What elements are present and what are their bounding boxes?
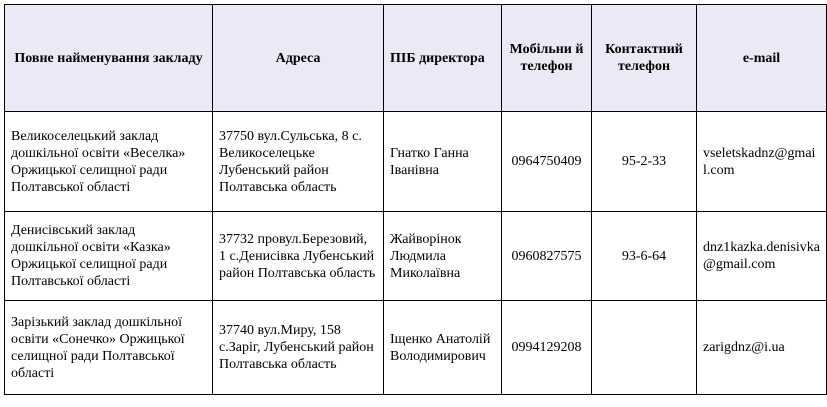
- header-name: Повне найменування закладу: [5, 5, 213, 112]
- cell-address: 37740 вул.Миру, 158 с.Заріг, Лубенський район Полтавська область: [213, 301, 384, 395]
- header-email: e-mail: [697, 5, 827, 112]
- cell-name: Великоселецький заклад дошкільної освіти «Веселка» Оржицької селищної ради Полтавської області: [5, 112, 213, 212]
- cell-director: Іщенко Анатолій Володимирович: [384, 301, 502, 395]
- cell-name: Денисівський заклад дошкільної освіти «Казка» Оржицької селищної ради Полтавської області: [5, 212, 213, 301]
- header-mobile: Мобільни й телефон: [502, 5, 592, 112]
- cell-email: vseletskadnz@gmail.com: [697, 112, 827, 212]
- table-row: [5, 112, 827, 212]
- cell-contact: [592, 301, 697, 395]
- cell-contact: 95-2-33: [592, 112, 697, 212]
- table-row: [5, 212, 827, 301]
- cell-mobile: 0964750409: [502, 112, 592, 212]
- cell-director: Гнатко Ганна Іванівна: [384, 112, 502, 212]
- cell-name: Зарізький заклад дошкільної освіти «Сонечко» Оржицької селищної ради Полтавської області: [5, 301, 213, 395]
- header-row: [5, 5, 827, 112]
- cell-address: 37732 провул.Березовий, 1 с.Денисівка Лубенський район Полтавська область: [213, 212, 384, 301]
- cell-email: zarigdnz@i.ua: [697, 301, 827, 395]
- cell-director: Жайворінок Людмила Миколаївна: [384, 212, 502, 301]
- table-row: [5, 301, 827, 395]
- kindergarten-table: [4, 4, 827, 395]
- header-director: ПІБ директора: [384, 5, 502, 112]
- cell-mobile: 0994129208: [502, 301, 592, 395]
- cell-email: dnz1kazka.denisivka@gmail.com: [697, 212, 827, 301]
- header-contact: Контактний телефон: [592, 5, 697, 112]
- header-address: Адреса: [213, 5, 384, 112]
- cell-address: 37750 вул.Сульська, 8 с. Великоселецьке Лубенський район Полтавська область: [213, 112, 384, 212]
- cell-contact: 93-6-64: [592, 212, 697, 301]
- cell-mobile: 0960827575: [502, 212, 592, 301]
